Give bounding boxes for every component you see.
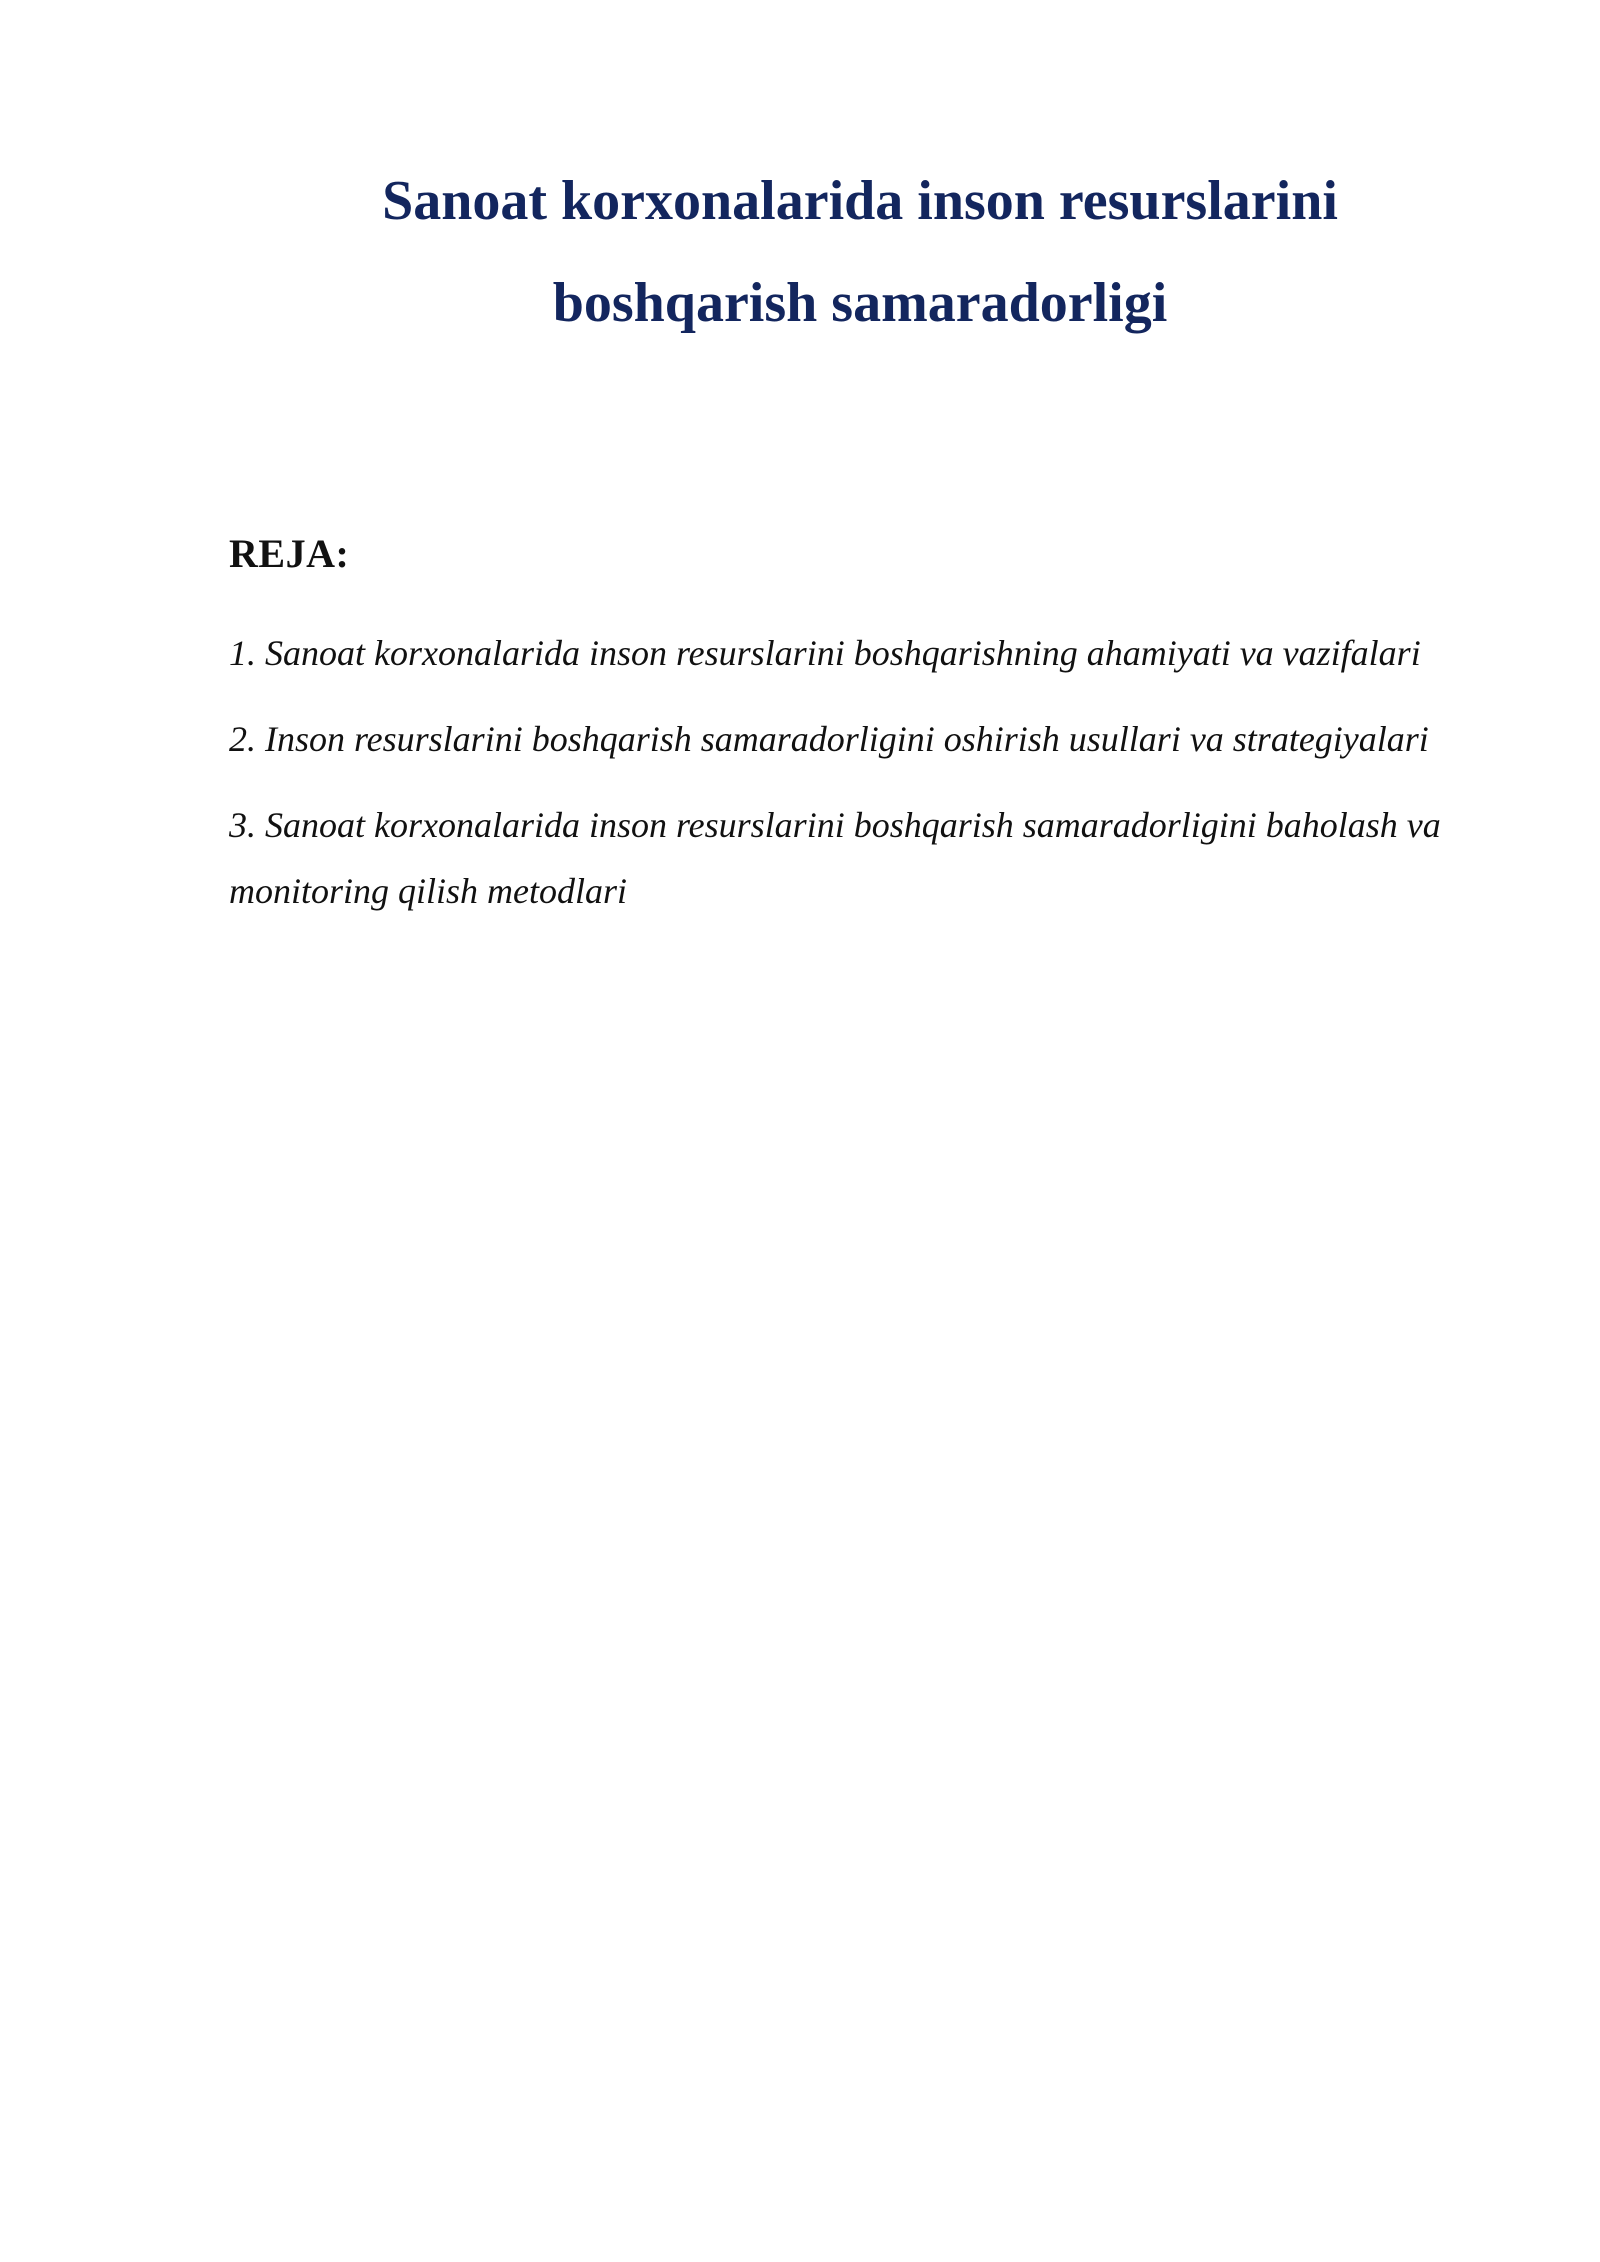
plan-item-3: 3. Sanoat korxonalarida inson resurslarini boshqarish samaradorligini baholash va monitoring qilish metodlari — [229, 805, 1441, 911]
plan-item-1: 1. Sanoat korxonalarida inson resurslarini boshqarishning ahamiyati va vazifalari — [229, 633, 1421, 673]
plan-heading: REJA: — [229, 531, 350, 576]
document-title — [0, 150, 1600, 354]
title-line-2: boshqarish samaradorligi — [552, 272, 1168, 334]
title-line-1: Sanoat korxonalarida inson resurslarini — [382, 170, 1338, 232]
plan-list — [229, 620, 1499, 944]
plan-item-2: 2. Inson resurslarini boshqarish samaradorligini oshirish usullari va strategiyalari — [229, 719, 1429, 759]
